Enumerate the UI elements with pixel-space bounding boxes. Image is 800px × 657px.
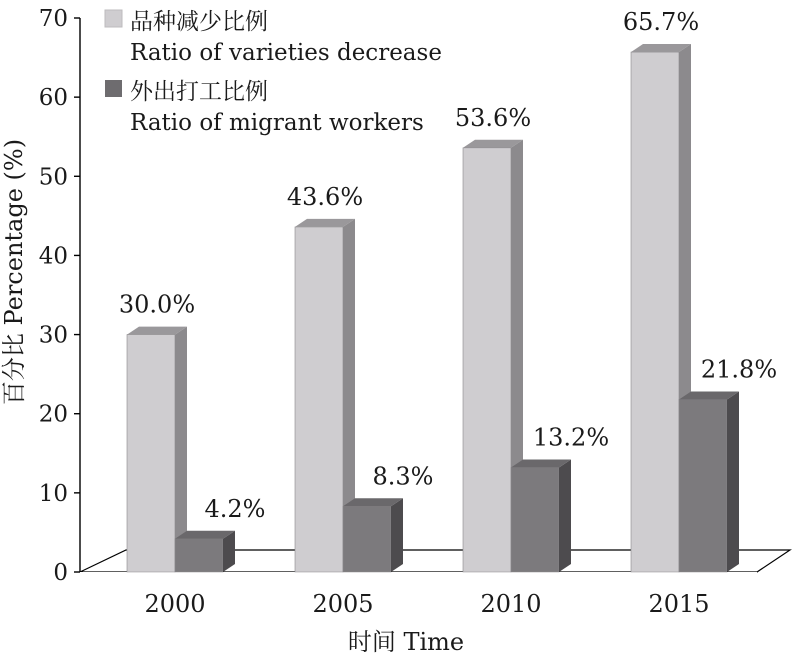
data-label-migrant: 4.2%	[204, 494, 266, 523]
x-axis-title: 时间 Time	[347, 628, 465, 656]
data-label-varieties: 65.7%	[622, 8, 700, 37]
legend-swatch-migrant	[105, 80, 122, 97]
bar-migrant-2000	[175, 531, 235, 572]
data-label-varieties: 30.0%	[118, 290, 196, 319]
bar-varieties-2005-front	[295, 227, 343, 572]
bar-varieties-2000-front	[127, 335, 175, 572]
data-label-varieties: 53.6%	[454, 103, 532, 132]
data-label-migrant: 8.3%	[372, 462, 434, 491]
bar-migrant-2010	[511, 460, 571, 572]
floor-front-edge	[80, 572, 757, 575]
bar-migrant-2005-side	[391, 498, 403, 572]
bar-migrant-2010-front	[511, 468, 559, 572]
bar-migrant-2000-front	[175, 539, 223, 572]
data-label-migrant: 21.8%	[700, 355, 778, 384]
bar-migrant-2005	[343, 498, 403, 572]
legend-label-varieties: 品种减少比例	[130, 9, 268, 35]
y-axis-title: 百分比 Percentage (%)	[0, 138, 28, 406]
legend	[105, 9, 442, 136]
x-tick-label: 2015	[648, 590, 710, 618]
legend-label-varieties-en: Ratio of varieties decrease	[130, 40, 442, 66]
bar-migrant-2015-side	[727, 391, 739, 572]
y-tick-label: 10	[38, 480, 68, 507]
bar-varieties-2015-front	[631, 52, 679, 572]
bar-varieties-2000	[127, 327, 187, 572]
x-tick-label: 2000	[144, 590, 206, 618]
x-tick-label: 2010	[480, 590, 542, 618]
bar-migrant-2010-side	[559, 460, 571, 572]
bar-migrant-2015-front	[679, 399, 727, 572]
data-label-migrant: 13.2%	[532, 423, 610, 452]
bar-varieties-2010-front	[463, 148, 511, 572]
bar-migrant-2005-front	[343, 506, 391, 572]
data-label-varieties: 43.6%	[286, 182, 364, 211]
legend-swatch-varieties	[105, 10, 122, 27]
y-tick-label: 50	[38, 164, 68, 191]
y-tick-label: 20	[38, 401, 68, 428]
y-tick-label: 0	[53, 560, 68, 586]
bar-migrant-2015	[679, 391, 739, 572]
y-tick-label: 40	[38, 243, 68, 270]
x-tick-label: 2005	[312, 590, 374, 618]
legend-label-migrant: 外出打工比例	[130, 79, 268, 105]
legend-label-migrant-en: Ratio of migrant workers	[130, 110, 424, 136]
y-tick-label: 70	[38, 6, 68, 32]
y-tick-label: 30	[38, 322, 68, 349]
y-tick-label: 60	[38, 85, 68, 112]
